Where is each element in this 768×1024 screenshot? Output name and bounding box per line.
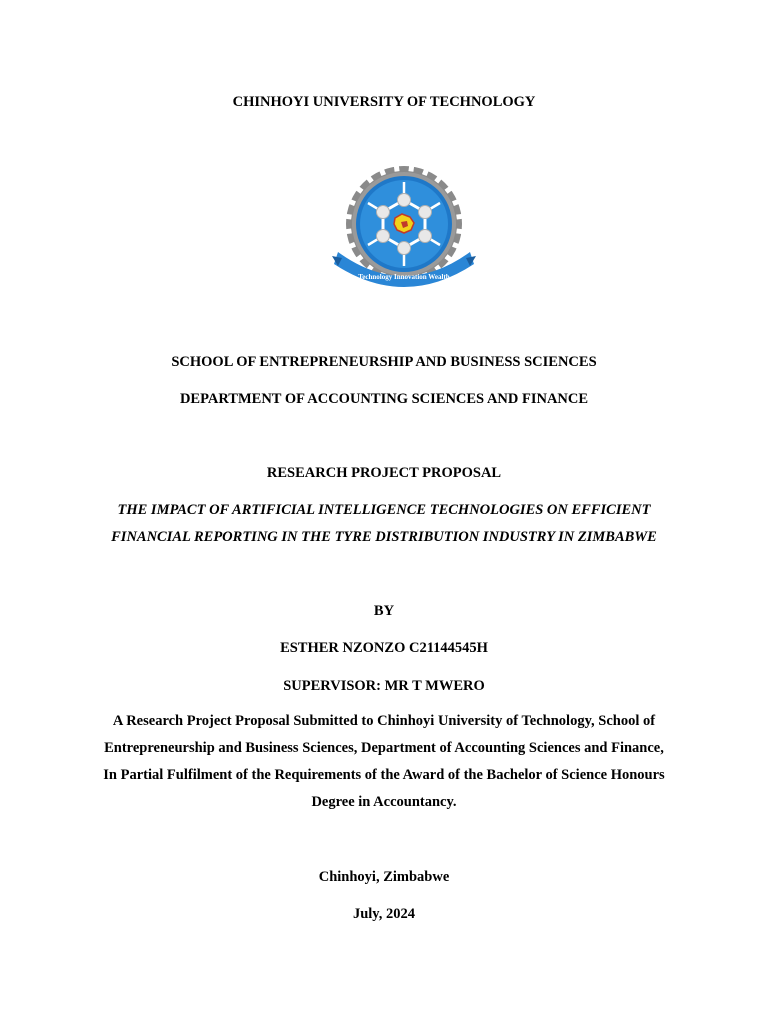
proposal-title-line-2: FINANCIAL REPORTING IN THE TYRE DISTRIBUTION INDUSTRY IN ZIMBABWE [111,529,657,545]
supervisor-name: SUPERVISOR: MR T MWERO [283,678,485,694]
submission-line-3: In Partial Fulfilment of the Requirements of the Award of the Bachelor of Science Honours [103,767,665,783]
author-name: ESTHER NZONZO C21144545H [280,640,488,656]
university-logo-emblem [288,160,528,296]
date: July, 2024 [352,906,416,922]
department-name: DEPARTMENT OF ACCOUNTING SCIENCES AND FINANCE [179,391,589,407]
school-name: SCHOOL OF ENTREPRENEURSHIP AND BUSINESS SCIENCES [171,354,597,370]
university-logo [288,160,528,296]
document-type: RESEARCH PROJECT PROPOSAL [266,465,502,481]
logo-motto: Technology Innovation Wealth [358,273,450,281]
location: Chinhoyi, Zimbabwe [318,869,450,885]
by-label: BY [373,603,395,619]
submission-statement [84,708,684,816]
submission-line-1: A Research Project Proposal Submitted to Chinhoyi University of Technology, School of [112,713,656,729]
submission-line-4: Degree in Accountancy. [311,794,457,810]
proposal-title-line-1: THE IMPACT OF ARTIFICIAL INTELLIGENCE TECHNOLOGIES ON EFFICIENT [117,502,651,518]
submission-line-2: Entrepreneurship and Business Sciences, Department of Accounting Sciences and Finance, [104,740,664,756]
university-name: CHINHOYI UNIVERSITY OF TECHNOLOGY [232,94,536,110]
